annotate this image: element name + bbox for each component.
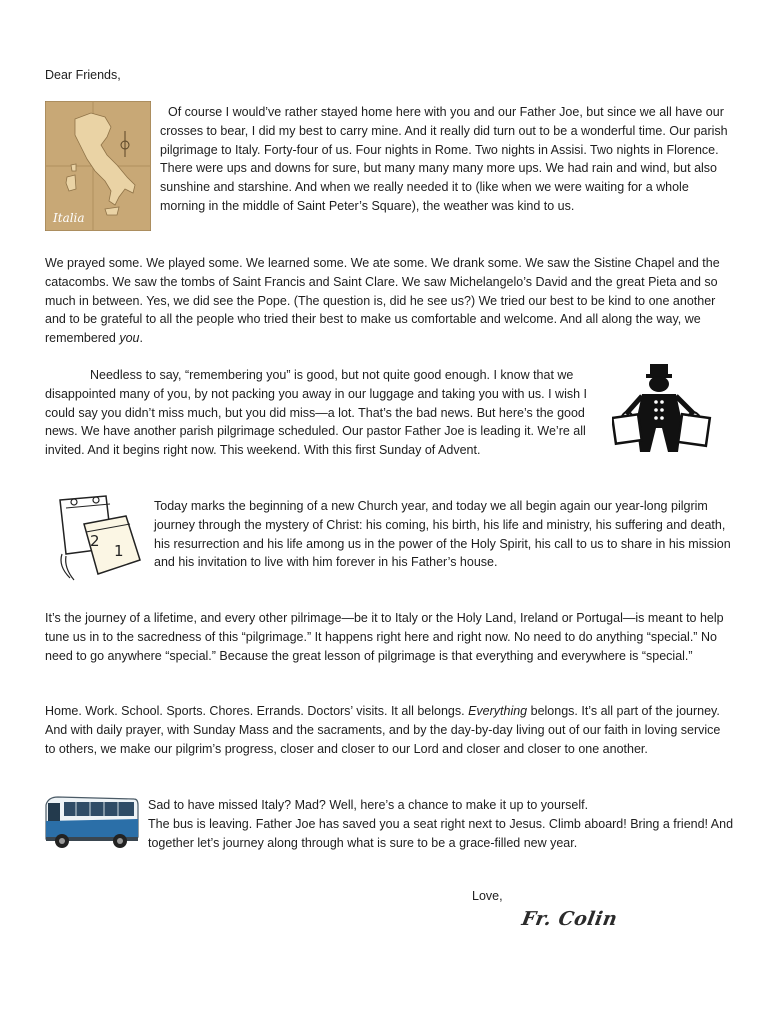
bus-image [42, 793, 140, 853]
calendar-image [52, 494, 144, 584]
paragraph-2-end: . [139, 331, 143, 346]
traveler-luggage-image [612, 362, 712, 456]
paragraph-4: Today marks the beginning of a new Church year, and today we all begin again our year-long pilgrim journey through the mystery of Christ: his coming, his birth, his life and ministry, his suffering and death, his resurrection and his life among us in the power of the Holy Spirit, his call to us to share in his mission and his invitation to live with him forever in his Father’s house. [154, 499, 731, 570]
salutation: Dear Friends, [45, 68, 121, 82]
map-label: Italia [53, 211, 85, 225]
paragraph-6-end: belongs. It’s all part of the journey. And with daily prayer, with Sunday Mass and the sacraments, and by the day-by-day living out of our faith in loving service to others, we make our pilgrim’s progress, closer and closer to our Lord and closer and closer to one another. [45, 704, 721, 756]
paragraph-2-text: We prayed some. We played some. We learned some. We ate some. We drank some. We saw the Sistine Chapel and the catacombs. We saw the tombs of Saint Francis and Saint Clare. We saw Michelangelo’s David and the great Pieta and so much in between. Yes, we did see the Pope. (The question is, did he see us?) We tried our best to be kind to one another and to be grateful to all the people who tried their best to make us comfortable and welcome. And all along the way, we remembered [45, 256, 720, 346]
paragraph-6-emphasis: Everything [468, 704, 528, 718]
calendar-digit-2: 2 [90, 532, 100, 550]
paragraph-6 [45, 702, 729, 758]
paragraph-2-emphasis: you [119, 331, 140, 346]
paragraph-7-line-2: The bus is leaving. Father Joe has saved you a seat right next to Jesus. Climb aboard! Bring a friend! And together let’s journey along through what is sure to be a grace-filled new year. [148, 816, 734, 850]
paragraph-2 [45, 254, 729, 348]
signature: Fr. Colin [520, 908, 620, 930]
paragraph-1: Of course I would’ve rather stayed home here with you and our Father Joe, but since we all have our crosses to bear, I did my best to carry mine. And it really did turn out to be a wonderful time. Our parish pilgrimage to Italy. Forty-four of us. Four nights in Rome. Two nights in Assisi. Two nights in Florence. There were ups and downs for sure, but many many many more ups. We had rain and wind, but also sunshine and starshine. And when we really needed it to (like when we were waiting for a whole morning in the middle of Saint Peter’s Square), the weather was kind to us. [160, 105, 728, 213]
calendar-digit-1: 1 [114, 542, 124, 560]
closing: Love, [472, 889, 503, 903]
italy-map-image [45, 101, 151, 231]
paragraph-7-line-1: Sad to have missed Italy? Mad? Well, here’s a chance to make it up to yourself. [148, 798, 589, 812]
paragraph-6-start: Home. Work. School. Sports. Chores. Errands. Doctors’ visits. It all belongs. [45, 704, 469, 718]
paragraph-3: Needless to say, “remembering you” is good, but not quite good enough. I know that we disappointed many of you, by not packing you away in our luggage and taking you with us. I wish I could say you didn’t miss much, but you did miss—a lot. That’s the bad news. But here’s the good news. We have another parish pilgrimage scheduled. Our pastor Father Joe is leading it. We’re all invited. And it begins right now. This weekend. With this first Sunday of Advent. [45, 368, 587, 458]
paragraph-7 [148, 796, 734, 852]
paragraph-5: It’s the journey of a lifetime, and every other pilrimage—be it to Italy or the Holy Land, Ireland or Portugal—is meant to help tune us in to the sacredness of this “pilgrimage.” It happens right here and right now. No need to do anything “special.” No need to go anywhere “special.” Because the great lesson of pilgrimage is that everything and everywhere is “special.” [45, 611, 724, 663]
